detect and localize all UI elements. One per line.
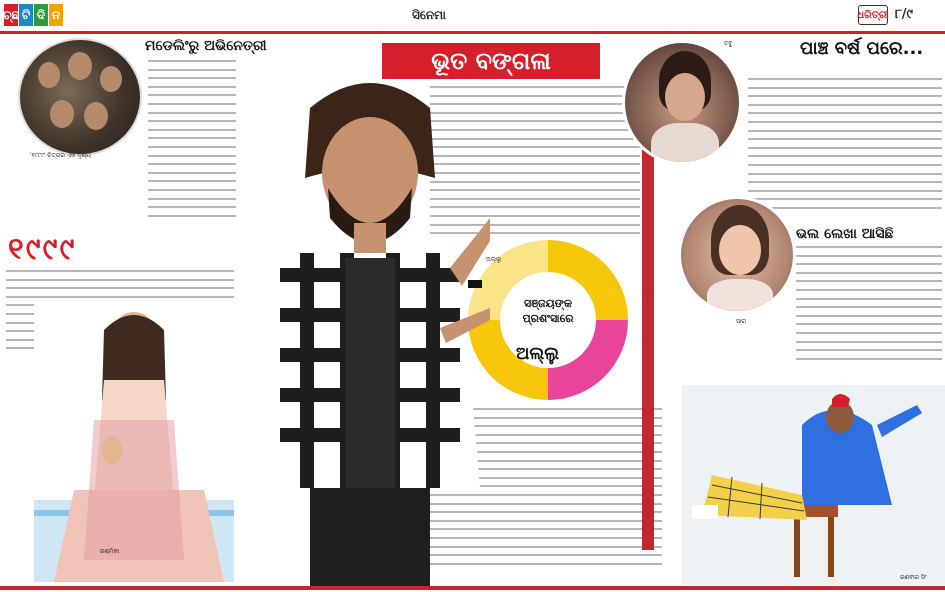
tabu-photo: [622, 40, 742, 165]
right-article-body-2: [796, 246, 942, 376]
right-article-body: [748, 78, 942, 228]
actor-photo: [250, 68, 490, 588]
footer-rule: [0, 586, 945, 590]
masthead-letter: ଚ୍ଛ: [4, 4, 18, 26]
publication-brand: ଧରିତ୍ରୀ: [858, 5, 888, 25]
header-rule: [0, 31, 945, 34]
pull-quote-name: ଅଲ୍ଲୁ: [516, 344, 559, 364]
actress-photo: [34, 300, 234, 582]
masthead-letter: ନ: [49, 4, 63, 26]
collage-caption: '୧୯୯୯' ଚିତ୍ରର ଏକ ଦୃଶ୍ୟ: [30, 152, 91, 159]
masthead-letter: ଦି: [34, 4, 48, 26]
right-headline: ପାଞ୍ଚ ବର୍ଷ ପରେ...: [800, 38, 924, 59]
main-headline: ଭୂତ ବଙ୍ଗଳା: [382, 43, 600, 79]
tabu-caption: ତବୁ: [724, 40, 733, 47]
left-headline: ମଡେଲିଂରୁ ଅଭିନେତ୍ରୀ: [145, 38, 267, 54]
page-number: ୮/୯: [895, 7, 913, 22]
masthead-logo: [4, 4, 63, 28]
pull-quote: [502, 296, 594, 326]
ranveer-photo: [682, 385, 945, 585]
ranveer-caption: ରଣବୀର ସିଂ: [900, 574, 927, 581]
actor-caption: ଅଲ୍ଲୁ: [486, 256, 502, 263]
left-article-body: [148, 60, 236, 230]
masthead-letter: ଟି: [19, 4, 33, 26]
article-title-1999: ୧୯୯୯: [8, 232, 77, 267]
pull-quote-line-2: ପ୍ରଶଂସାରେ: [522, 312, 574, 325]
right-subheadline: ଭଲ ଲେଖା ଆସିଛି: [796, 226, 894, 242]
page-header: [0, 0, 945, 34]
sara-photo: [678, 196, 796, 314]
right-red-strip: [642, 150, 654, 550]
pull-quote-line-1: ସଞ୍ଜୟଙ୍କ: [524, 297, 572, 310]
section-name: ସିନେମା: [412, 8, 446, 22]
film-still-collage: [18, 38, 142, 156]
actress-caption: ରଶ୍ମିକା: [100, 548, 120, 555]
sara-caption: ସାରା: [736, 318, 747, 325]
